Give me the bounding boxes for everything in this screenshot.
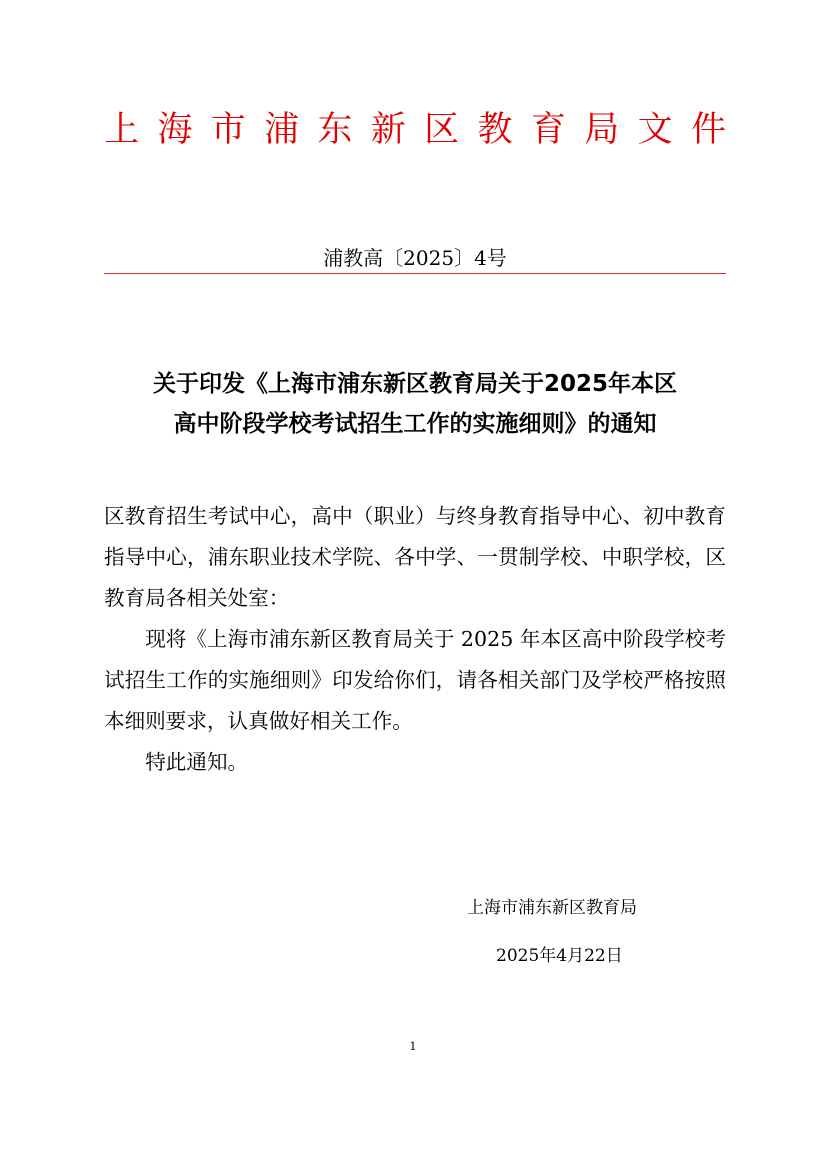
red-divider-rule <box>104 273 726 274</box>
notice-title-line-1: 关于印发《上海市浦东新区教育局关于2025年本区 <box>152 371 677 397</box>
page-number: 1 <box>409 1040 417 1053</box>
body-paragraph: 现将《上海市浦东新区教育局关于 2025 年本区高中阶段学校考试招生工作的实施细则》印发给你们，请各相关部门及学校严格按照本细则要求，认真做好相关工作。 <box>104 627 726 733</box>
addressee-paragraph: 区教育招生考试中心，高中（职业）与终身教育指导中心、初中教育指导中心，浦东职业技术学院、各中学、一贯制学校、中职学校，区教育局各相关处室： <box>104 504 726 610</box>
document-number: 浦教高〔2025〕4号 <box>323 246 507 270</box>
issuer-name: 上海市浦东新区教育局 <box>467 898 637 918</box>
notice-body <box>104 496 726 783</box>
document-header-title: 上海市浦东新区教育局文件 <box>104 110 726 150</box>
signoff-block <box>104 884 726 980</box>
notice-title-line-2: 高中阶段学校考试招生工作的实施细则》的通知 <box>173 411 657 437</box>
closing-paragraph: 特此通知。 <box>145 750 249 774</box>
issue-date: 2025年4月22日 <box>496 946 623 966</box>
notice-title <box>104 364 726 444</box>
